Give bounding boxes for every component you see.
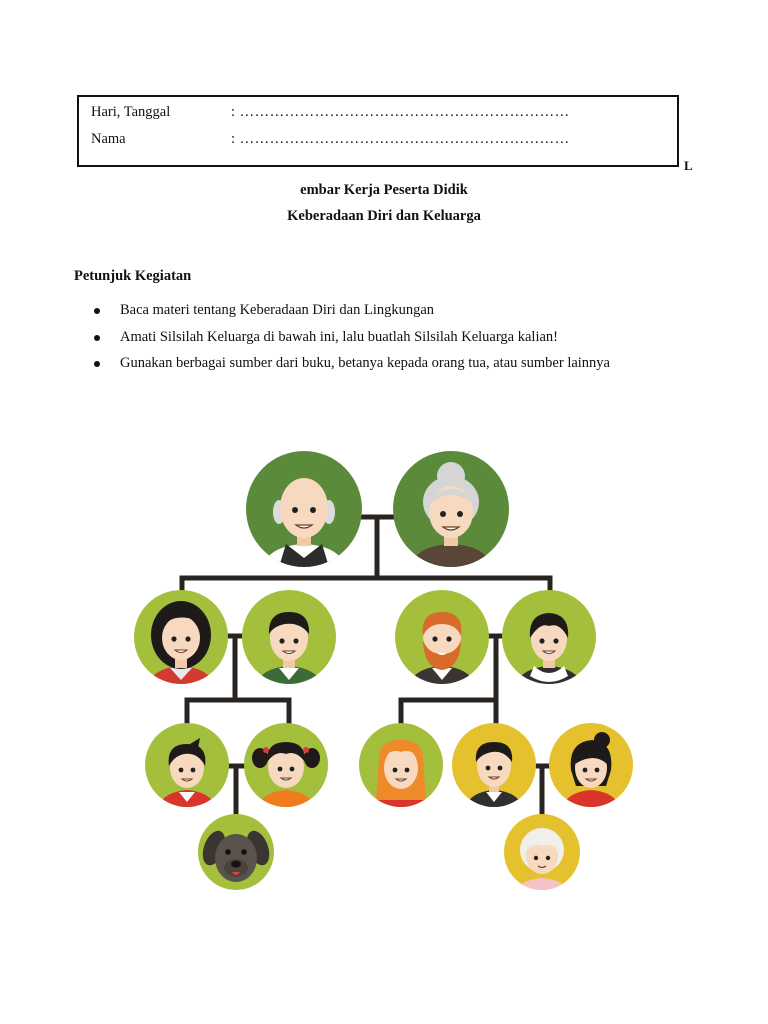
list-item: Amati Silsilah Keluarga di bawah ini, lalu buatlah Silsilah Keluarga kalian! [94, 329, 610, 356]
uncle-avatar [395, 590, 489, 690]
instructions-list [94, 302, 610, 382]
date-field[interactable]: : ………………………………………………………… [231, 104, 570, 120]
stray-letter: L [684, 158, 693, 173]
baby-avatar [504, 814, 580, 896]
boy-avatar [145, 723, 229, 812]
grandmother-avatar [393, 451, 509, 570]
worksheet-title: embar Kerja Peserta Didik [300, 182, 468, 198]
name-label: Nama [91, 131, 126, 147]
family-tree-diagram [0, 440, 768, 900]
redhead-girl-avatar [359, 723, 443, 812]
name-field[interactable]: : ………………………………………………………… [231, 131, 570, 147]
mother-avatar [134, 590, 228, 690]
father-avatar [242, 590, 336, 690]
cousin-woman-avatar [549, 723, 633, 812]
identity-form-box [77, 95, 679, 167]
dog-avatar [198, 814, 274, 890]
instructions-heading: Petunjuk Kegiatan [74, 268, 192, 284]
bullet-icon [94, 335, 100, 341]
bullet-icon [94, 308, 100, 314]
aunt-avatar [502, 590, 596, 690]
girl-avatar [244, 723, 328, 812]
bullet-icon [94, 361, 100, 367]
grandfather-avatar [246, 451, 362, 570]
list-item: Gunakan berbagai sumber dari buku, betanya kepada orang tua, atau sumber lainnya [94, 355, 610, 382]
date-label: Hari, Tanggal [91, 104, 171, 120]
worksheet-subtitle: Keberadaan Diri dan Keluarga [287, 208, 481, 224]
list-item: Baca materi tentang Keberadaan Diri dan Lingkungan [94, 302, 610, 329]
cousin-man-avatar [452, 723, 536, 812]
